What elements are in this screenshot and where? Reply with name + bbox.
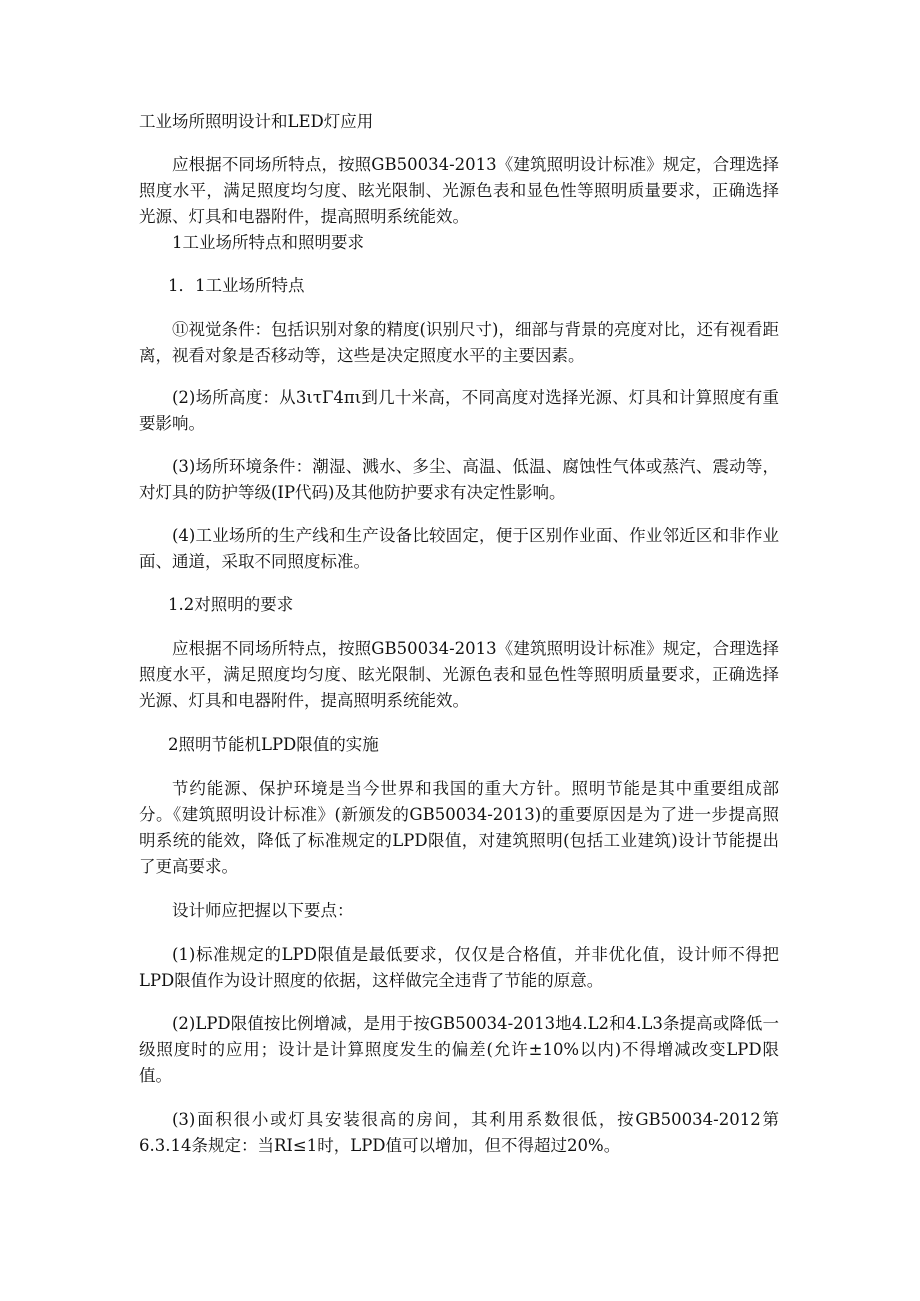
section-1-1-heading: 1．1工业场所特点 bbox=[168, 276, 305, 295]
point-3-small-rooms: (3)面积很小或灯具安装很高的房间，其利用系数很低，按GB50034-2012第6.3.14条规定：当RI≤1时，LPD值可以增加，但不得超过20%。 bbox=[139, 1110, 779, 1155]
intro-paragraph: 应根据不同场所特点，按照GB50034-2013《建筑照明设计标准》规定，合理选择照度水平，满足照度均匀度、眩光限制、光源色表和显色性等照明质量要求，正确选择光源、灯具和电器附件，提高照明系统能效。 bbox=[139, 155, 779, 226]
section-1-heading: 1工业场所特点和照明要求 bbox=[172, 233, 364, 252]
section-2-heading: 2照明节能机LPD限值的实施 bbox=[168, 735, 379, 754]
section-2-paragraph: 节约能源、保护环境是当今世界和我国的重大方针。照明节能是其中重要组成部分。《建筑照明设计标准》(新颁发的GB50034-2013)的重要原因是为了进一步提高照明系统的能效，降低了标准规定的LPD限值，对建筑照明(包括工业建筑)设计节能提出了更高要求。 bbox=[139, 779, 779, 876]
point-1-lpd-minimum: (1)标准规定的LPD限值是最低要求，仅仅是合格值，并非优化值，设计师不得把LPD限值作为设计照度的依据，这样做完全违背了节能的原意。 bbox=[139, 945, 779, 990]
item-2-site-height: (2)场所高度：从3ιτΓ4πι到几十米高，不同高度对选择光源、灯具和计算照度有重要影响。 bbox=[139, 388, 779, 433]
item-1-visual-conditions: ⑪视觉条件：包括识别对象的精度(识别尺寸)，细部与背景的亮度对比，还有视看距离，视看对象是否移动等，这些是决定照度水平的主要因素。 bbox=[139, 320, 779, 365]
section-1-2-paragraph: 应根据不同场所特点，按照GB50034-2013《建筑照明设计标准》规定，合理选择照度水平，满足照度均匀度、眩光限制、光源色表和显色性等照明质量要求，正确选择光源、灯具和电器附件，提高照明系统能效。 bbox=[139, 639, 779, 710]
points-intro: 设计师应把握以下要点： bbox=[172, 901, 354, 920]
point-2-lpd-scaling: (2)LPD限值按比例增减，是用于按GB50034-2013地4.L2和4.L3条提高或降低一级照度时的应用；设计是计算照度发生的偏差(允许±10%以内)不得增减改变LPD限值。 bbox=[139, 1014, 779, 1085]
item-3-environment: (3)场所环境条件：潮湿、溅水、多尘、高温、低温、腐蚀性气体或蒸汽、震动等，对灯具的防护等级(IP代码)及其他防护要求有决定性影响。 bbox=[139, 457, 779, 502]
document-title: 工业场所照明设计和LED灯应用 bbox=[139, 112, 374, 131]
item-4-production-line: (4)工业场所的生产线和生产设备比较固定，便于区别作业面、作业邻近区和非作业面、通道，采取不同照度标准。 bbox=[139, 526, 779, 571]
section-1-2-heading: 1.2对照明的要求 bbox=[168, 595, 294, 614]
